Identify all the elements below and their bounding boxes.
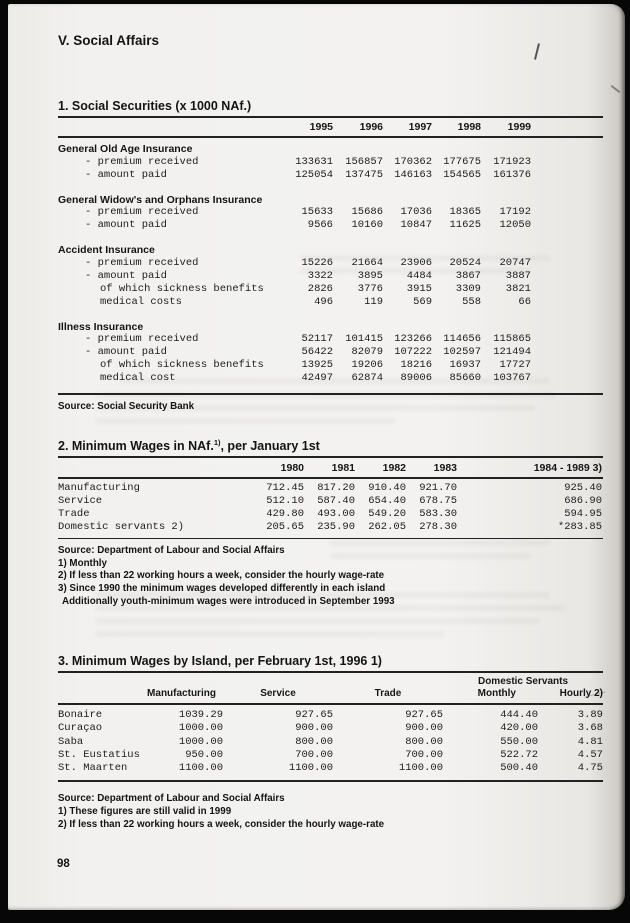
row-label: - amount paid: [85, 269, 167, 282]
row-label: Service: [58, 495, 103, 508]
table1-source: Source: Social Security Bank: [58, 401, 195, 412]
row-label: - premium received: [85, 206, 199, 218]
cell-value: 712.45: [266, 482, 304, 495]
cell-value: 1100.00: [288, 762, 333, 775]
group-header: General Old Age Insurance: [58, 143, 193, 155]
cell-value: *283.85: [557, 520, 602, 533]
cell-value: 9566: [307, 219, 333, 231]
row-label: - premium received: [85, 333, 199, 345]
table-row: [58, 296, 603, 309]
cell-value: 62874: [351, 372, 383, 384]
cell-value: 550.00: [500, 735, 538, 748]
cell-value: 171923: [493, 155, 531, 168]
row-label: - amount paid: [85, 168, 167, 181]
divider: [58, 393, 603, 395]
row-label: medical costs: [100, 295, 182, 308]
cell-value: 17192: [499, 206, 531, 218]
cell-value: 3.89: [577, 709, 603, 721]
cell-value: 2826: [307, 282, 333, 295]
page-title: V. Social Affairs: [58, 33, 160, 48]
cell-value: 800.00: [405, 735, 443, 748]
table-row: [58, 206, 603, 219]
cell-value: 1000.00: [178, 735, 223, 748]
column-header: Trade: [374, 688, 402, 699]
cell-value: 16937: [449, 359, 481, 371]
cell-value: 496: [314, 295, 333, 308]
table-row: [58, 257, 603, 270]
row-label: St. Maarten: [58, 762, 128, 775]
row-label: of which sickness benefits: [100, 282, 264, 295]
row-label: - amount paid: [85, 346, 167, 358]
column-header: 1996: [359, 121, 383, 133]
divider: [58, 671, 603, 673]
cell-value: 19206: [351, 359, 383, 371]
cell-value: 4.81: [577, 735, 603, 748]
table2-title: 2. Minimum Wages in NAf.$^{1)}$, per January 1st: [58, 438, 320, 454]
row-label: - premium received: [85, 155, 199, 168]
cell-value: 101415: [345, 333, 383, 345]
row-label: Curaçao: [58, 722, 103, 735]
group-header: General Widow's and Orphans Insurance: [58, 193, 263, 206]
table-row: [58, 156, 603, 169]
cell-value: 205.65: [266, 520, 304, 533]
cell-value: 493.00: [317, 507, 355, 520]
cell-value: 3867: [455, 269, 481, 282]
insurance-group: [58, 194, 603, 233]
cell-value: 522.72: [500, 748, 538, 761]
cell-value: 125054: [295, 168, 333, 181]
divider: [58, 136, 603, 138]
table-row: [58, 333, 603, 346]
cell-value: 3322: [307, 269, 333, 282]
table-row: [58, 495, 603, 508]
table3-header: [58, 676, 603, 703]
cell-value: 20524: [449, 256, 481, 269]
table3-title: 3. Minimum Wages by Island, per February 1st, 1996 1): [58, 654, 382, 668]
cell-value: 121494: [493, 346, 531, 358]
column-group-header: Domestic Servants: [477, 676, 569, 687]
cell-value: 107222: [394, 346, 432, 358]
cell-value: 10160: [351, 219, 383, 231]
cell-value: 146163: [394, 168, 432, 181]
cell-value: 512.10: [266, 495, 304, 508]
cell-value: 3887: [505, 269, 531, 282]
minimum-wages-by-island-table: [58, 654, 603, 831]
column-header: 1999: [507, 121, 531, 133]
cell-value: 82079: [351, 346, 383, 358]
row-label: Trade: [58, 507, 90, 520]
cell-value: 133631: [295, 155, 333, 168]
cell-value: 700.00: [405, 748, 443, 761]
cell-value: 103767: [493, 372, 531, 384]
minimum-wages-table: [58, 436, 603, 608]
table-row: [58, 359, 603, 372]
cell-value: 921.70: [419, 482, 457, 495]
cell-value: 20747: [499, 256, 531, 269]
footnote: 1) These figures are still valid in 1999: [58, 806, 232, 818]
cell-value: 4.75: [577, 762, 603, 775]
table-row: [58, 283, 603, 296]
column-header: Hourly 2): [559, 688, 603, 699]
table-row: [58, 521, 603, 534]
table-row: [58, 372, 603, 385]
insurance-group: [58, 244, 603, 309]
cell-value: 102597: [443, 346, 481, 358]
page-number: 98: [57, 858, 70, 870]
table3-source: Source: Department of Labour and Social Affairs: [58, 793, 285, 805]
social-securities-table: [58, 99, 603, 414]
cell-value: 4484: [406, 269, 432, 282]
cell-value: 114656: [443, 333, 481, 345]
cell-value: 3915: [406, 282, 432, 295]
cell-value: 11625: [449, 219, 481, 231]
cell-value: 154565: [443, 168, 481, 181]
row-label: Manufacturing: [58, 482, 140, 495]
cell-value: 115865: [493, 333, 531, 345]
cell-value: 18365: [449, 206, 481, 218]
footnote-marker: 1): [213, 438, 221, 447]
table-row: [58, 736, 603, 749]
table-row: [58, 749, 603, 762]
row-label: Saba: [58, 735, 84, 748]
column-header: Manufacturing: [147, 688, 216, 699]
column-header: 1995: [309, 121, 333, 133]
cell-value: 549.20: [368, 507, 406, 520]
cell-value: 910.40: [368, 482, 406, 495]
table2-footnotes: [58, 558, 603, 608]
table-row: [58, 762, 603, 775]
cell-value: 4.57: [577, 748, 603, 761]
cell-value: 950.00: [185, 748, 223, 761]
cell-value: 17036: [400, 206, 432, 218]
cell-value: 52117: [301, 333, 333, 345]
cell-value: 3821: [505, 282, 531, 295]
pen-mark: [534, 43, 540, 60]
table2-source: Source: Department of Labour and Social Affairs: [58, 545, 285, 557]
cell-value: 686.90: [564, 495, 602, 508]
cell-value: 900.00: [295, 722, 333, 735]
footnote: 3) Since 1990 the minimum wages developed differently in each island: [58, 583, 386, 595]
footnote: 1) Monthly: [58, 557, 107, 569]
cell-value: 700.00: [295, 748, 333, 761]
cell-value: 66: [518, 295, 531, 308]
cell-value: 42497: [301, 372, 333, 384]
table-row: [58, 722, 603, 735]
cell-value: 161376: [493, 168, 531, 181]
column-header: 1984 - 1989 3): [533, 462, 602, 475]
cell-value: 583.30: [419, 507, 457, 520]
footnote: 2) If less than 22 working hours a week, consider the hourly wage-rate: [58, 818, 385, 830]
table-row: [58, 270, 603, 283]
cell-value: 13925: [301, 359, 333, 371]
column-header: 1980: [280, 462, 304, 475]
cell-value: 156857: [345, 155, 383, 168]
insurance-group: [58, 321, 603, 386]
divider: [58, 538, 603, 540]
footnote: Additionally youth-minimum wages were introduced in September 1993: [62, 595, 395, 607]
table-row: [58, 482, 603, 495]
cell-value: 594.95: [564, 507, 602, 520]
cell-value: 444.40: [500, 709, 538, 721]
cell-value: 262.05: [368, 520, 406, 533]
group-header: Illness Insurance: [58, 320, 144, 333]
cell-value: 15633: [301, 206, 333, 218]
divider: [58, 780, 603, 782]
cell-value: 925.40: [564, 482, 602, 495]
column-header: 1983: [433, 462, 457, 475]
cell-value: 429.80: [266, 507, 304, 520]
scan-smudge: [611, 85, 621, 93]
table1-year-header-row: [58, 118, 603, 136]
table-row: [58, 169, 603, 182]
table-row: [58, 219, 603, 232]
column-header: 1981: [331, 462, 355, 475]
cell-value: 21664: [351, 256, 383, 269]
cell-value: 12050: [499, 219, 531, 231]
cell-value: 678.75: [419, 495, 457, 508]
column-header: Service: [260, 688, 296, 699]
cell-value: 1100.00: [398, 762, 443, 775]
row-label: St. Eustatius: [58, 748, 140, 761]
footnote: 2) If less than 22 working hours a week, consider the hourly wage-rate: [58, 570, 385, 582]
cell-value: 900.00: [405, 722, 443, 735]
insurance-group: [58, 143, 603, 182]
cell-value: 927.65: [405, 709, 443, 721]
cell-value: 15686: [351, 206, 383, 218]
cell-value: 569: [413, 295, 432, 308]
row-label: - premium received: [85, 256, 199, 269]
cell-value: 3.68: [577, 722, 603, 735]
cell-value: 800.00: [295, 735, 333, 748]
cell-value: 235.90: [317, 520, 355, 533]
column-header: 1997: [408, 121, 432, 133]
table-row: [58, 346, 603, 359]
cell-value: 85660: [449, 372, 481, 384]
table1-title: 1. Social Securities (x 1000 NAf.): [58, 99, 252, 113]
cell-value: 927.65: [295, 709, 333, 721]
row-label: Domestic servants 2): [58, 520, 185, 533]
table-row: [58, 508, 603, 521]
cell-value: 278.30: [419, 520, 457, 533]
cell-value: 23906: [400, 256, 432, 269]
cell-value: 558: [462, 295, 481, 308]
cell-value: 177675: [443, 155, 481, 168]
table2-year-header-row: [58, 458, 603, 477]
cell-value: 1000.00: [178, 722, 223, 735]
cell-value: 3776: [357, 282, 383, 295]
table3-footnotes: [58, 806, 603, 831]
cell-value: 500.40: [500, 762, 538, 775]
cell-value: 10847: [400, 219, 432, 231]
cell-value: 56422: [301, 346, 333, 358]
cell-value: 137475: [345, 168, 383, 181]
cell-value: 587.40: [317, 495, 355, 508]
cell-value: 17727: [499, 359, 531, 371]
cell-value: 170362: [394, 155, 432, 168]
column-header: 1998: [457, 121, 481, 133]
row-label: of which sickness benefits: [100, 359, 264, 371]
row-label: - amount paid: [85, 219, 167, 231]
cell-value: 119: [364, 295, 383, 308]
cell-value: 817.20: [317, 482, 355, 495]
table-row: [58, 709, 603, 722]
cell-value: 15226: [301, 256, 333, 269]
cell-value: 3895: [357, 269, 383, 282]
cell-value: 18216: [400, 359, 432, 371]
cell-value: 89006: [400, 372, 432, 384]
row-label: medical cost: [100, 372, 176, 384]
column-header: 1982: [382, 462, 406, 475]
group-header: Accident Insurance: [58, 244, 155, 256]
row-label: Bonaire: [58, 709, 103, 721]
cell-value: 420.00: [500, 722, 538, 735]
column-header: Monthly: [477, 688, 516, 699]
cell-value: 3309: [455, 282, 481, 295]
cell-value: 654.40: [368, 495, 406, 508]
cell-value: 123266: [394, 333, 432, 345]
cell-value: 1039.29: [178, 709, 223, 721]
cell-value: 1100.00: [178, 762, 223, 775]
